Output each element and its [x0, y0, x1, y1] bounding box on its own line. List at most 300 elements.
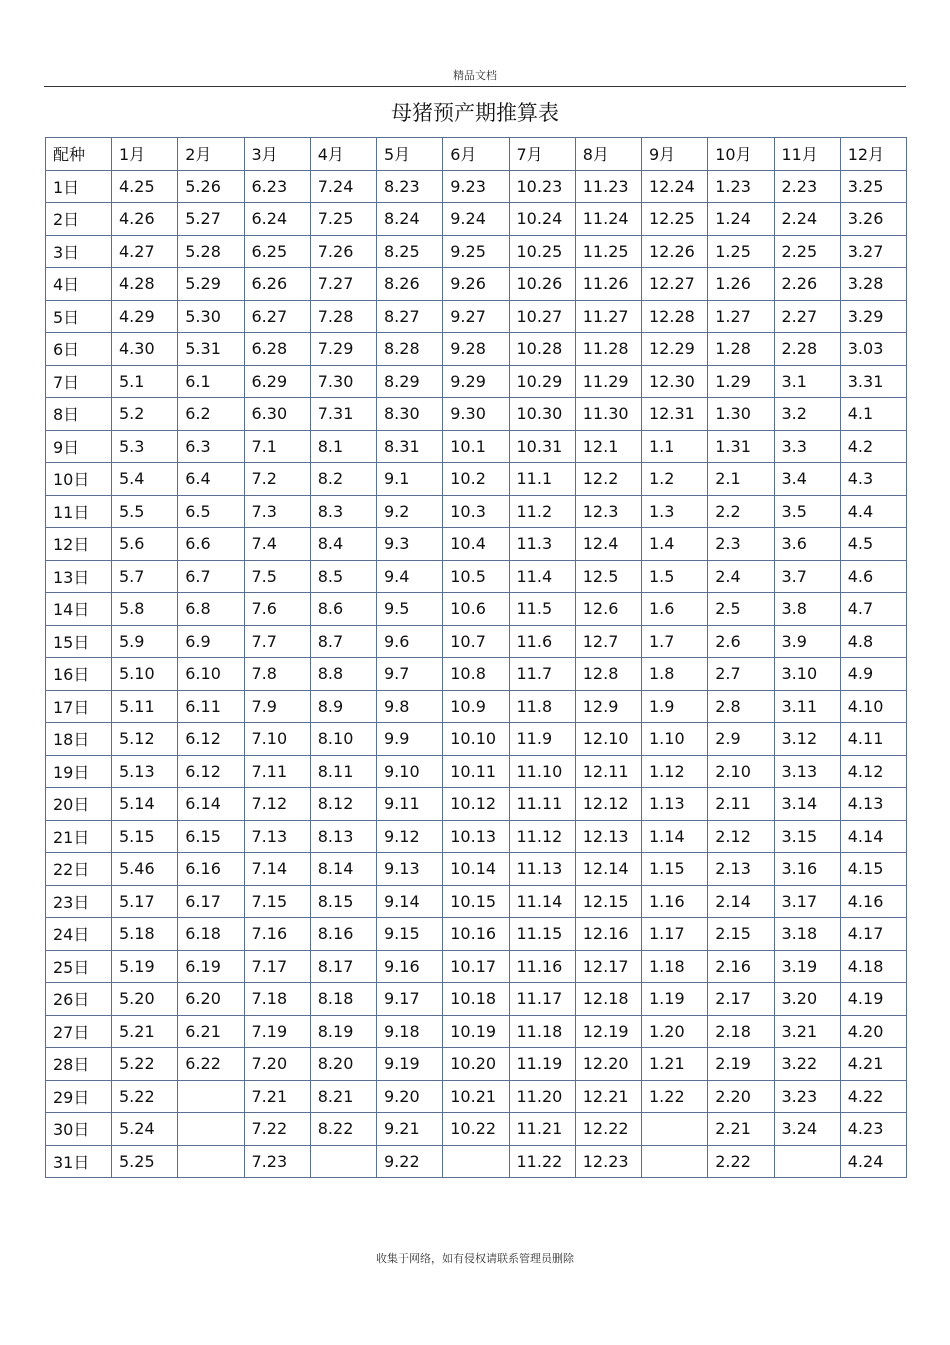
row-day-label: 17日 — [46, 690, 112, 723]
due-date-cell: 11.29 — [575, 365, 641, 398]
due-date-cell: 1.15 — [642, 853, 708, 886]
due-date-cell — [642, 1145, 708, 1178]
due-date-cell: 12.29 — [642, 333, 708, 366]
due-date-cell: 5.8 — [112, 593, 178, 626]
table-row — [46, 300, 907, 333]
due-date-cell: 4.29 — [112, 300, 178, 333]
due-date-cell: 11.2 — [509, 495, 575, 528]
due-date-cell: 5.7 — [112, 560, 178, 593]
due-date-cell: 3.27 — [840, 235, 906, 268]
due-date-cell: 2.6 — [708, 625, 774, 658]
due-date-cell: 11.26 — [575, 268, 641, 301]
due-date-cell: 1.4 — [642, 528, 708, 561]
due-date-cell: 1.25 — [708, 235, 774, 268]
due-date-cell — [443, 1145, 509, 1178]
due-date-cell: 12.18 — [575, 983, 641, 1016]
column-header-month-2: 2月 — [178, 138, 244, 171]
due-date-cell: 6.12 — [178, 755, 244, 788]
due-date-cell: 1.14 — [642, 820, 708, 853]
due-date-cell: 12.28 — [642, 300, 708, 333]
due-date-cell: 10.2 — [443, 463, 509, 496]
due-date-cell: 6.3 — [178, 430, 244, 463]
due-date-cell: 9.24 — [443, 203, 509, 236]
table-row — [46, 625, 907, 658]
table-body — [46, 170, 907, 1178]
due-date-cell: 9.9 — [377, 723, 443, 756]
due-date-cell: 7.23 — [244, 1145, 310, 1178]
due-date-cell: 4.11 — [840, 723, 906, 756]
due-date-cell: 11.3 — [509, 528, 575, 561]
due-date-cell: 10.16 — [443, 918, 509, 951]
due-date-cell: 2.18 — [708, 1015, 774, 1048]
due-date-cell: 6.18 — [178, 918, 244, 951]
due-date-cell: 4.5 — [840, 528, 906, 561]
due-date-cell: 8.16 — [310, 918, 376, 951]
due-date-cell: 7.20 — [244, 1048, 310, 1081]
due-date-cell: 9.30 — [443, 398, 509, 431]
due-date-cell: 12.2 — [575, 463, 641, 496]
due-date-cell: 3.26 — [840, 203, 906, 236]
due-date-cell: 9.4 — [377, 560, 443, 593]
table-row — [46, 1048, 907, 1081]
due-date-cell: 3.15 — [774, 820, 840, 853]
due-date-cell: 1.22 — [642, 1080, 708, 1113]
due-date-cell: 10.6 — [443, 593, 509, 626]
due-date-cell: 9.27 — [443, 300, 509, 333]
due-date-cell: 8.5 — [310, 560, 376, 593]
table-row — [46, 755, 907, 788]
due-date-cell: 9.13 — [377, 853, 443, 886]
due-date-cell: 7.18 — [244, 983, 310, 1016]
due-date-cell: 11.4 — [509, 560, 575, 593]
table-row — [46, 853, 907, 886]
table-row — [46, 690, 907, 723]
due-date-cell: 7.30 — [310, 365, 376, 398]
table-row — [46, 723, 907, 756]
column-header-month-9: 9月 — [642, 138, 708, 171]
due-date-cell: 10.13 — [443, 820, 509, 853]
due-date-cell: 8.2 — [310, 463, 376, 496]
due-date-cell: 5.15 — [112, 820, 178, 853]
due-date-cell: 6.12 — [178, 723, 244, 756]
due-date-cell: 6.23 — [244, 170, 310, 203]
due-date-cell: 6.6 — [178, 528, 244, 561]
due-date-cell: 2.16 — [708, 950, 774, 983]
due-date-cell: 10.11 — [443, 755, 509, 788]
due-date-cell: 5.5 — [112, 495, 178, 528]
table-row — [46, 1080, 907, 1113]
due-date-cell: 8.10 — [310, 723, 376, 756]
document-title: 母猪预产期推算表 — [391, 101, 559, 125]
row-day-label: 23日 — [46, 885, 112, 918]
due-date-cell: 7.5 — [244, 560, 310, 593]
due-date-cell: 10.25 — [509, 235, 575, 268]
due-date-cell: 1.21 — [642, 1048, 708, 1081]
due-date-cell — [310, 1145, 376, 1178]
due-date-cell: 10.7 — [443, 625, 509, 658]
due-date-cell: 4.13 — [840, 788, 906, 821]
column-header-month-3: 3月 — [244, 138, 310, 171]
due-date-cell: 11.13 — [509, 853, 575, 886]
column-header-month-7: 7月 — [509, 138, 575, 171]
due-date-cell: 7.12 — [244, 788, 310, 821]
due-date-cell: 6.4 — [178, 463, 244, 496]
due-date-cell: 3.28 — [840, 268, 906, 301]
due-date-cell: 4.7 — [840, 593, 906, 626]
due-date-cell: 3.21 — [774, 1015, 840, 1048]
due-date-cell: 1.16 — [642, 885, 708, 918]
due-date-cell: 10.12 — [443, 788, 509, 821]
due-date-cell: 10.19 — [443, 1015, 509, 1048]
due-date-cell: 5.3 — [112, 430, 178, 463]
page-header-label: 精品文档 — [453, 69, 497, 82]
due-date-cell: 9.26 — [443, 268, 509, 301]
due-date-cell: 4.26 — [112, 203, 178, 236]
due-date-cell: 4.3 — [840, 463, 906, 496]
row-day-label: 18日 — [46, 723, 112, 756]
due-date-cell: 6.9 — [178, 625, 244, 658]
due-date-cell: 8.7 — [310, 625, 376, 658]
due-date-cell: 8.30 — [377, 398, 443, 431]
table-row — [46, 1145, 907, 1178]
table-row — [46, 1113, 907, 1146]
due-date-cell: 1.19 — [642, 983, 708, 1016]
row-day-label: 13日 — [46, 560, 112, 593]
due-date-cell — [642, 1113, 708, 1146]
table-row — [46, 203, 907, 236]
due-date-cell: 9.19 — [377, 1048, 443, 1081]
due-date-cell: 1.23 — [708, 170, 774, 203]
due-date-cell: 4.15 — [840, 853, 906, 886]
due-date-cell: 3.2 — [774, 398, 840, 431]
due-date-cell: 9.17 — [377, 983, 443, 1016]
due-date-cell: 3.23 — [774, 1080, 840, 1113]
due-date-cell: 6.25 — [244, 235, 310, 268]
due-date-cell: 8.29 — [377, 365, 443, 398]
table-row — [46, 983, 907, 1016]
due-date-cell: 10.3 — [443, 495, 509, 528]
due-date-cell: 5.21 — [112, 1015, 178, 1048]
due-date-cell: 11.25 — [575, 235, 641, 268]
due-date-cell: 6.5 — [178, 495, 244, 528]
due-date-cell: 10.23 — [509, 170, 575, 203]
due-date-cell: 4.22 — [840, 1080, 906, 1113]
row-day-label: 24日 — [46, 918, 112, 951]
due-date-cell: 9.2 — [377, 495, 443, 528]
due-date-cell: 2.3 — [708, 528, 774, 561]
due-date-cell: 3.5 — [774, 495, 840, 528]
due-date-cell: 3.11 — [774, 690, 840, 723]
due-date-cell: 2.17 — [708, 983, 774, 1016]
due-date-cell: 2.20 — [708, 1080, 774, 1113]
due-date-cell: 3.14 — [774, 788, 840, 821]
due-date-cell: 9.22 — [377, 1145, 443, 1178]
due-date-cell: 3.1 — [774, 365, 840, 398]
due-date-cell: 2.15 — [708, 918, 774, 951]
row-day-label: 26日 — [46, 983, 112, 1016]
due-date-cell: 4.1 — [840, 398, 906, 431]
due-date-cell: 7.7 — [244, 625, 310, 658]
row-day-label: 3日 — [46, 235, 112, 268]
page-footer-text: 收集于网络，如有侵权请联系管理员删除 — [376, 1252, 574, 1265]
due-date-cell: 10.26 — [509, 268, 575, 301]
due-date-cell: 5.27 — [178, 203, 244, 236]
table-row — [46, 1015, 907, 1048]
due-date-cell: 5.18 — [112, 918, 178, 951]
row-day-label: 15日 — [46, 625, 112, 658]
row-day-label: 21日 — [46, 820, 112, 853]
due-date-cell: 7.25 — [310, 203, 376, 236]
row-day-label: 31日 — [46, 1145, 112, 1178]
due-date-cell: 6.7 — [178, 560, 244, 593]
due-date-cell: 4.19 — [840, 983, 906, 1016]
due-date-cell: 8.4 — [310, 528, 376, 561]
due-date-cell: 3.22 — [774, 1048, 840, 1081]
due-date-cell: 8.20 — [310, 1048, 376, 1081]
table-row — [46, 495, 907, 528]
row-day-label: 4日 — [46, 268, 112, 301]
due-date-cell: 8.25 — [377, 235, 443, 268]
due-date-cell: 4.14 — [840, 820, 906, 853]
due-date-cell: 10.28 — [509, 333, 575, 366]
due-date-cell: 1.28 — [708, 333, 774, 366]
due-date-cell: 12.8 — [575, 658, 641, 691]
due-date-cell: 5.1 — [112, 365, 178, 398]
due-date-cell: 10.8 — [443, 658, 509, 691]
due-date-cell: 4.24 — [840, 1145, 906, 1178]
due-date-cell: 5.13 — [112, 755, 178, 788]
row-day-label: 22日 — [46, 853, 112, 886]
due-date-cell: 10.20 — [443, 1048, 509, 1081]
due-date-cell: 7.28 — [310, 300, 376, 333]
row-day-label: 28日 — [46, 1048, 112, 1081]
row-day-label: 25日 — [46, 950, 112, 983]
due-date-cell: 7.16 — [244, 918, 310, 951]
column-header-month-12: 12月 — [840, 138, 906, 171]
row-day-label: 6日 — [46, 333, 112, 366]
due-date-cell: 8.17 — [310, 950, 376, 983]
due-date-cell: 1.31 — [708, 430, 774, 463]
due-date-cell: 8.18 — [310, 983, 376, 1016]
row-day-label: 16日 — [46, 658, 112, 691]
due-date-cell: 6.19 — [178, 950, 244, 983]
due-date-cell: 12.13 — [575, 820, 641, 853]
due-date-cell: 8.31 — [377, 430, 443, 463]
due-date-cell: 9.12 — [377, 820, 443, 853]
due-date-cell: 3.29 — [840, 300, 906, 333]
due-date-cell: 5.31 — [178, 333, 244, 366]
table-row — [46, 593, 907, 626]
due-date-cell: 12.7 — [575, 625, 641, 658]
due-date-cell: 1.20 — [642, 1015, 708, 1048]
due-date-cell: 11.10 — [509, 755, 575, 788]
due-date-cell: 1.3 — [642, 495, 708, 528]
due-date-cell: 8.13 — [310, 820, 376, 853]
due-date-cell: 8.12 — [310, 788, 376, 821]
due-date-cell: 8.11 — [310, 755, 376, 788]
table-row — [46, 885, 907, 918]
due-date-cell: 8.26 — [377, 268, 443, 301]
due-date-cell: 10.4 — [443, 528, 509, 561]
due-date-cell: 4.8 — [840, 625, 906, 658]
due-date-cell: 11.22 — [509, 1145, 575, 1178]
column-header-month-10: 10月 — [708, 138, 774, 171]
due-date-cell: 4.28 — [112, 268, 178, 301]
due-date-cell: 2.27 — [774, 300, 840, 333]
due-date-cell: 8.23 — [377, 170, 443, 203]
due-date-cell: 12.6 — [575, 593, 641, 626]
due-date-cell: 8.24 — [377, 203, 443, 236]
due-date-cell: 2.4 — [708, 560, 774, 593]
due-date-cell: 3.25 — [840, 170, 906, 203]
due-date-cell: 1.12 — [642, 755, 708, 788]
table-row — [46, 268, 907, 301]
due-date-cell: 4.9 — [840, 658, 906, 691]
due-date-cell: 4.30 — [112, 333, 178, 366]
due-date-cell: 1.24 — [708, 203, 774, 236]
due-date-cell: 7.15 — [244, 885, 310, 918]
due-date-cell: 7.22 — [244, 1113, 310, 1146]
due-date-cell: 12.24 — [642, 170, 708, 203]
column-header-month-1: 1月 — [112, 138, 178, 171]
due-date-cell: 5.29 — [178, 268, 244, 301]
due-date-cell: 11.18 — [509, 1015, 575, 1048]
due-date-cell: 5.6 — [112, 528, 178, 561]
due-date-cell: 12.16 — [575, 918, 641, 951]
due-date-cell: 3.19 — [774, 950, 840, 983]
due-date-cell: 12.30 — [642, 365, 708, 398]
due-date-cell: 10.22 — [443, 1113, 509, 1146]
due-date-cell: 1.9 — [642, 690, 708, 723]
due-date-cell: 4.6 — [840, 560, 906, 593]
due-date-cell: 11.5 — [509, 593, 575, 626]
due-date-cell: 2.1 — [708, 463, 774, 496]
due-date-cell: 10.27 — [509, 300, 575, 333]
due-date-cell: 12.17 — [575, 950, 641, 983]
column-header-month-4: 4月 — [310, 138, 376, 171]
due-date-cell: 11.17 — [509, 983, 575, 1016]
due-date-cell: 2.14 — [708, 885, 774, 918]
due-date-cell: 3.4 — [774, 463, 840, 496]
due-date-cell: 3.24 — [774, 1113, 840, 1146]
due-date-cell: 4.21 — [840, 1048, 906, 1081]
due-date-cell: 1.30 — [708, 398, 774, 431]
row-day-label: 12日 — [46, 528, 112, 561]
due-date-cell: 10.10 — [443, 723, 509, 756]
due-date-cell: 12.19 — [575, 1015, 641, 1048]
due-date-cell: 9.7 — [377, 658, 443, 691]
due-date-cell: 7.3 — [244, 495, 310, 528]
due-date-cell: 8.9 — [310, 690, 376, 723]
row-day-label: 9日 — [46, 430, 112, 463]
due-date-cell: 5.12 — [112, 723, 178, 756]
due-date-cell: 12.4 — [575, 528, 641, 561]
due-date-cell: 8.28 — [377, 333, 443, 366]
due-date-cell: 8.27 — [377, 300, 443, 333]
due-date-cell: 7.29 — [310, 333, 376, 366]
due-date-cell: 6.1 — [178, 365, 244, 398]
due-date-cell: 3.17 — [774, 885, 840, 918]
table-row — [46, 528, 907, 561]
due-date-cell: 4.25 — [112, 170, 178, 203]
due-date-cell: 11.14 — [509, 885, 575, 918]
due-date-cell: 10.24 — [509, 203, 575, 236]
due-date-cell: 4.16 — [840, 885, 906, 918]
due-date-cell: 9.28 — [443, 333, 509, 366]
row-day-label: 5日 — [46, 300, 112, 333]
due-date-cell: 8.22 — [310, 1113, 376, 1146]
due-date-cell: 11.23 — [575, 170, 641, 203]
row-day-label: 10日 — [46, 463, 112, 496]
due-date-cell: 8.15 — [310, 885, 376, 918]
due-date-cell: 2.23 — [774, 170, 840, 203]
due-date-cell: 1.27 — [708, 300, 774, 333]
row-day-label: 8日 — [46, 398, 112, 431]
due-date-cell: 10.18 — [443, 983, 509, 1016]
due-date-cell: 2.2 — [708, 495, 774, 528]
due-date-cell: 6.10 — [178, 658, 244, 691]
due-date-cell: 1.2 — [642, 463, 708, 496]
due-date-cell: 10.29 — [509, 365, 575, 398]
table-row — [46, 333, 907, 366]
due-date-cell — [774, 1145, 840, 1178]
due-date-cell: 3.13 — [774, 755, 840, 788]
due-date-cell: 12.21 — [575, 1080, 641, 1113]
due-date-cell: 7.14 — [244, 853, 310, 886]
due-date-cell: 2.26 — [774, 268, 840, 301]
due-date-cell: 11.15 — [509, 918, 575, 951]
due-date-cell: 7.24 — [310, 170, 376, 203]
due-date-cell: 9.21 — [377, 1113, 443, 1146]
table-row — [46, 170, 907, 203]
due-date-cell: 4.4 — [840, 495, 906, 528]
due-date-cell: 5.46 — [112, 853, 178, 886]
due-date-cell: 6.21 — [178, 1015, 244, 1048]
due-date-cell: 9.5 — [377, 593, 443, 626]
due-date-cell: 10.17 — [443, 950, 509, 983]
due-date-cell: 12.22 — [575, 1113, 641, 1146]
due-date-cell: 6.15 — [178, 820, 244, 853]
due-date-cell: 9.20 — [377, 1080, 443, 1113]
due-date-cell: 3.8 — [774, 593, 840, 626]
due-date-cell: 6.27 — [244, 300, 310, 333]
due-date-cell: 12.5 — [575, 560, 641, 593]
due-date-cell: 5.14 — [112, 788, 178, 821]
due-date-cell: 9.16 — [377, 950, 443, 983]
due-date-cell: 7.8 — [244, 658, 310, 691]
row-day-label: 14日 — [46, 593, 112, 626]
table-row — [46, 560, 907, 593]
due-date-cell: 8.1 — [310, 430, 376, 463]
due-date-cell: 6.26 — [244, 268, 310, 301]
due-date-cell: 1.6 — [642, 593, 708, 626]
due-date-cell: 4.12 — [840, 755, 906, 788]
due-date-cell: 10.1 — [443, 430, 509, 463]
due-date-cell: 2.10 — [708, 755, 774, 788]
due-date-cell: 5.11 — [112, 690, 178, 723]
due-date-cell: 11.16 — [509, 950, 575, 983]
due-date-cell: 12.11 — [575, 755, 641, 788]
due-date-cell: 5.22 — [112, 1048, 178, 1081]
row-day-label: 11日 — [46, 495, 112, 528]
due-date-cell: 5.24 — [112, 1113, 178, 1146]
due-date-cell: 10.5 — [443, 560, 509, 593]
due-date-cell: 10.14 — [443, 853, 509, 886]
column-header-month-11: 11月 — [774, 138, 840, 171]
due-date-cell: 6.22 — [178, 1048, 244, 1081]
due-date-cell: 2.25 — [774, 235, 840, 268]
due-date-cell: 7.9 — [244, 690, 310, 723]
